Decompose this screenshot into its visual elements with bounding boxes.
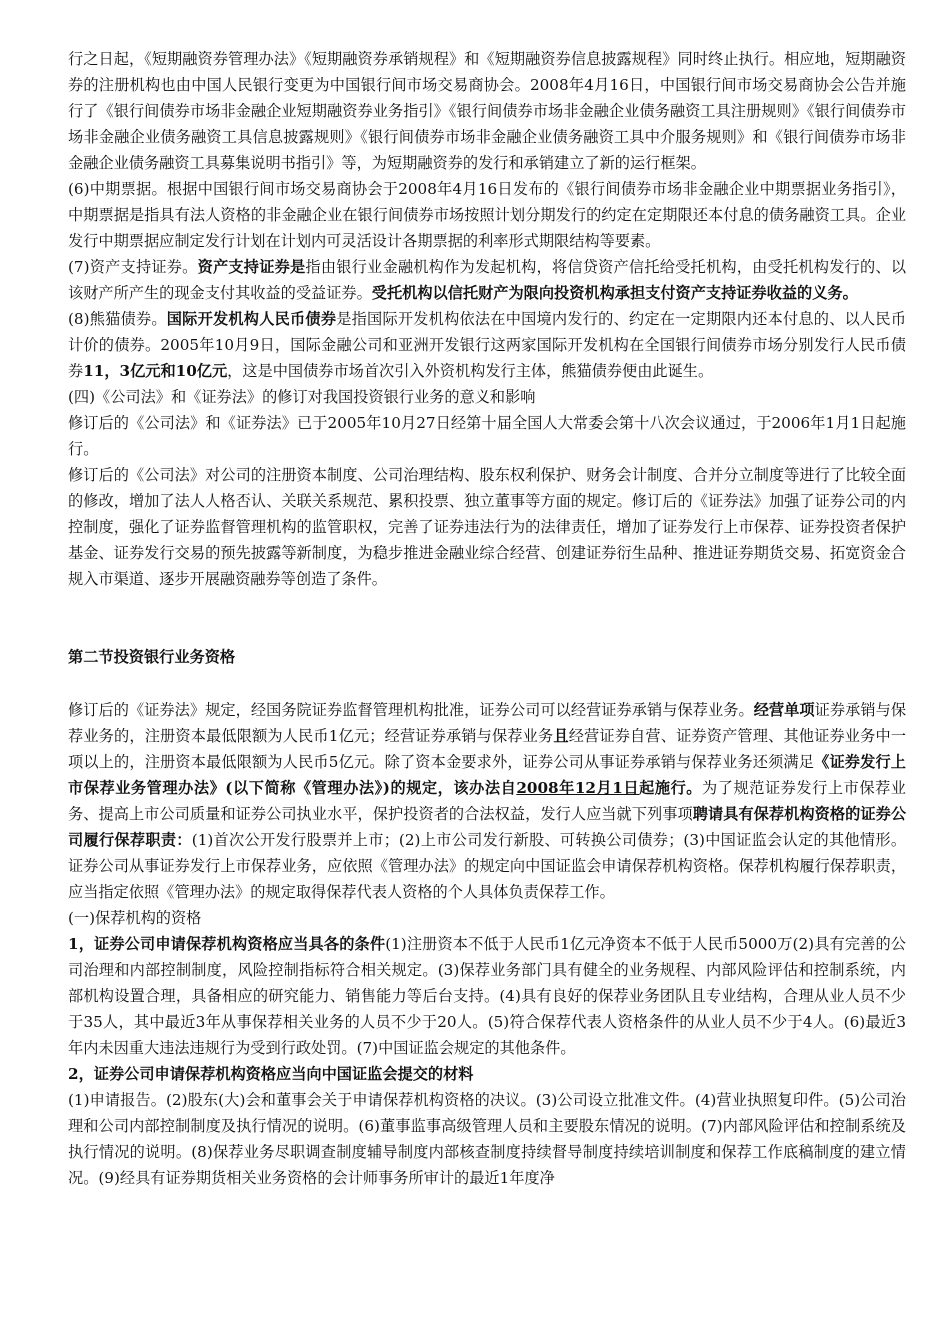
bold-amounts: 11，3亿元和10亿元	[83, 362, 228, 380]
bold-heading: 证券公司申请保荐机构资格应当向中国证监会提交的材料	[93, 1065, 474, 1083]
bold-term: 国际开发机构人民币债券	[166, 310, 337, 328]
paragraph-short-term-financing: 行之日起，《短期融资券管理办法》《短期融资券承销规程》和《短期融资券信息披露规程》同时终止执行。相应地，短期融资券的注册机构也由中国人民银行变更为中国银行间市场交易商协会。2008年4月16日，中国银行间市场交易商协会公告并施行了《银行间债券市场非金融企业短期融资券业务指引》《银行间债券市场非金融企业债务融资工具注册规则》《银行间债券市场非金融企业债务融资工具信息披露规则》《银行间债券市场非金融企业债务融资工具中介服务规则》和《银行间债券市场非金融企业债务融资工具募集说明书指引》等，为短期融资券的发行和承销建立了新的运行框架。	[68, 50, 906, 172]
paragraph-securities-law-qualification: 修订后的《证券法》规定，经国务院证券监督管理机构批准，证券公司可以经营证券承销与保荐业务。经营单项证券承销与保荐业务的，注册资本最低限额为人民币1亿元；经营证券承销与保荐业务且经营证券自营、证券资产管理、其他证券业务中一项以上的，注册资本最低限额为人民币5亿元。除了资本金要求外，证券公司从事证券承销与保荐业务还须满足《证券发行上市保荐业务管理办法》(以下简称《管理办法》)的规定，该办法自2008年12月1日起施行。为了规范证券发行上市保荐业务、提高上市公司质量和证券公司执业水平，保护投资者的合法权益，发行人应当就下列事项聘请具有保荐机构资格的证券公司履行保荐职责：(1)首次公开发行股票并上市；(2)上市公司发行新股、可转换公司债券；(3)中国证监会认定的其他情形。证券公司从事证券发行上市保荐业务，应依照《管理办法》的规定向中国证监会申请保荐机构资格。保荐机构履行保荐职责，应当指定依照《管理办法》的规定取得保荐代表人资格的个人具体负责保荐工作。	[68, 701, 907, 901]
bold-phrase: 起施行。	[639, 779, 703, 797]
heading-sponsor-materials: 2，证券公司申请保荐机构资格应当向中国证监会提交的材料	[68, 1065, 474, 1083]
paragraph-medium-term-notes: (6)中期票据。根据中国银行间市场交易商协会于2008年4月16日发布的《银行间债券市场非金融企业中期票据业务指引》，中期票据是指具有法人资格的非金融企业在银行间债券市场按照计划分期发行的约定在定期限还本付息的债务融资工具。企业发行中期票据应制定发行计划在计划内可灵活设计各期票据的利率形式期限结构等要素。	[68, 180, 906, 250]
underlined-date: 2008年12月1日	[516, 779, 640, 797]
bold-sentence: 受托机构以信托财产为限向投资机构承担支付资产支持证券收益的义务。	[371, 284, 858, 302]
bold-phrase: 《证券发行上市保荐业务管理办法》(以下简称《管理办法》)的规定，该办法自	[68, 753, 906, 797]
subheading-law-revision: (四)《公司法》和《证券法》的修订对我国投资银行业务的意义和影响	[68, 388, 536, 406]
section-title: 第二节投资银行业务资格	[68, 648, 236, 666]
paragraph-law-content: 修订后的《公司法》对公司的注册资本制度、公司治理结构、股东权利保护、财务会计制度、合并分立制度等进行了比较全面的修改，增加了法人人格否认、关联关系规范、累积投票、独立董事等方面的规定。修订后的《证券法》加强了证券公司的内控制度，强化了证券监督管理机构的监管职权，完善了证券违法行为的法律责任，增加了证券发行上市保荐、证券投资者保护基金、证券发行交易的预先披露等新制度，为稳步推进金融业综合经营、创建证券衍生品种、推进证券期货交易、拓宽资金合规入市渠道、逐步开展融资融券等创造了条件。	[68, 466, 906, 588]
paragraph-panda-bonds: (8)熊猫债券。国际开发机构人民币债券是指国际开发机构依法在中国境内发行的、约定在一定期限内还本付息的、以人民币计价的债券。2005年10月9日，国际金融公司和亚洲开发银行这两家国际开发机构在全国银行间债券市场分别发行人民币债券11，3亿元和10亿元，这是中国债券市场首次引入外资机构发行主体，熊猫债券便由此诞生。	[68, 310, 907, 380]
bold-phrase: 聘请具有保荐机构资格的证券公司履行保荐职责：	[68, 805, 907, 849]
paragraph-sponsor-conditions: 1，证券公司申请保荐机构资格应当具各的条件(1)注册资本不低于人民币1亿元净资本不低于人民币5000万(2)具有完善的公司治理和内部控制制度，风险控制指标符合相关规定。(3)保荐业务部门具有健全的业务规程、内部风险评估和控制系统，内部机构设置合理，具备相应的研究能力、销售能力等后台支持。(4)具有良好的保荐业务团队且专业结构，合理从业人员不少于35人，其中最近3年从事保荐相关业务的人员不少于20人。(5)符合保荐代表人资格条件的从业人员不少于4人。(6)最近3年内未因重大违法违规行为受到行政处罚。(7)中国证监会规定的其他条件。	[68, 935, 906, 1057]
bold-phrase: 经营单项	[753, 701, 815, 719]
bold-phrase: 且	[553, 727, 569, 745]
subheading-sponsor-qualification: (一)保荐机构的资格	[68, 909, 202, 927]
bold-term: 资产支持证券是	[197, 258, 306, 276]
paragraph-law-effective: 修订后的《公司法》和《证券法》已于2005年10月27日经第十届全国人大常委会第十八次会议通过，于2006年1月1日起施行。	[68, 414, 906, 458]
paragraph-sponsor-materials: (1)申请报告。(2)股东(大)会和董事会关于申请保荐机构资格的决议。(3)公司设立批准文件。(4)营业执照复印件。(5)公司治理和公司内部控制制度及执行情况的说明。(6)董事监事高级管理人员和主要股东情况的说明。(7)内部风险评估和控制系统及执行情况的说明。(8)保荐业务尽职调查制度辅导制度内部核查制度持续督导制度持续培训制度和保荐工作底稿制度的建立情况。(9)经具有证券期货相关业务资格的会计师事务所审计的最近1年度净	[68, 1091, 906, 1187]
bold-heading: 证券公司申请保荐机构资格应当具各的条件	[94, 935, 386, 953]
paragraph-asset-backed-securities: (7)资产支持证券。资产支持证券是指由银行业金融机构作为发起机构，将信贷资产信托给受托机构，由受托机构发行的、以该财产所产生的现金支付其收益的受益证券。受托机构以信托财产为限向投资机构承担支付资产支持证券收益的义务。	[68, 258, 907, 302]
